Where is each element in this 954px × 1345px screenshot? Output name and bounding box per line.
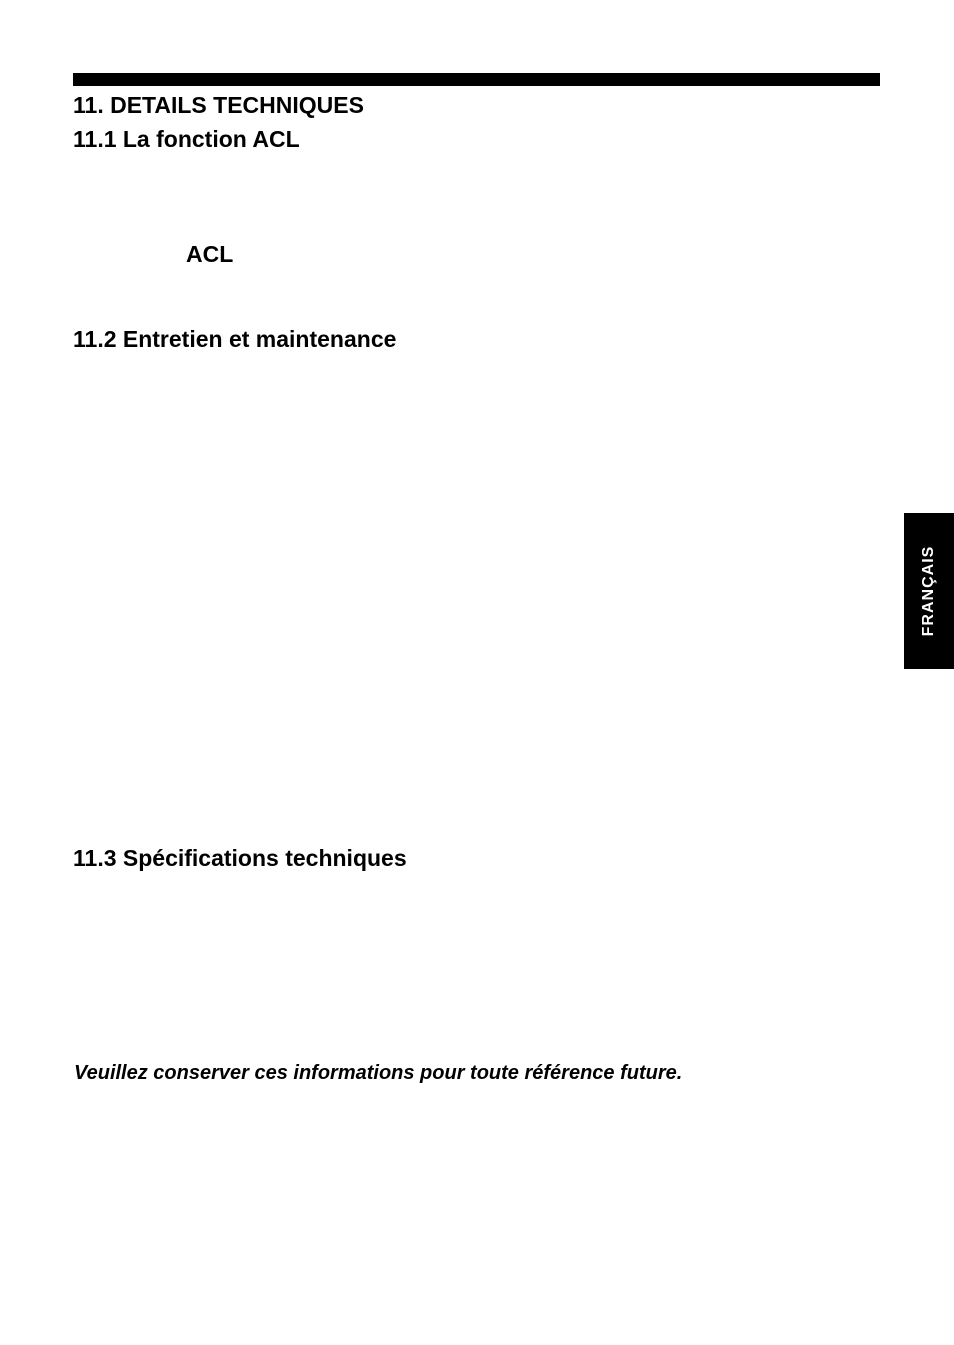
acl-term: ACL — [186, 241, 234, 267]
acl-heading: 11.1 La fonction ACL — [73, 126, 300, 152]
section-title: 11. DETAILS TECHNIQUES — [73, 92, 364, 118]
language-tab-label: FRANÇAIS — [920, 545, 937, 637]
specifications-heading: 11.3 Spécifications techniques — [73, 845, 407, 871]
footer-note: Veuillez conserver ces informations pour toute référence future. — [74, 1062, 683, 1084]
top-rule — [73, 73, 880, 86]
maintenance-heading: 11.2 Entretien et maintenance — [73, 326, 397, 352]
language-tab — [904, 513, 954, 669]
